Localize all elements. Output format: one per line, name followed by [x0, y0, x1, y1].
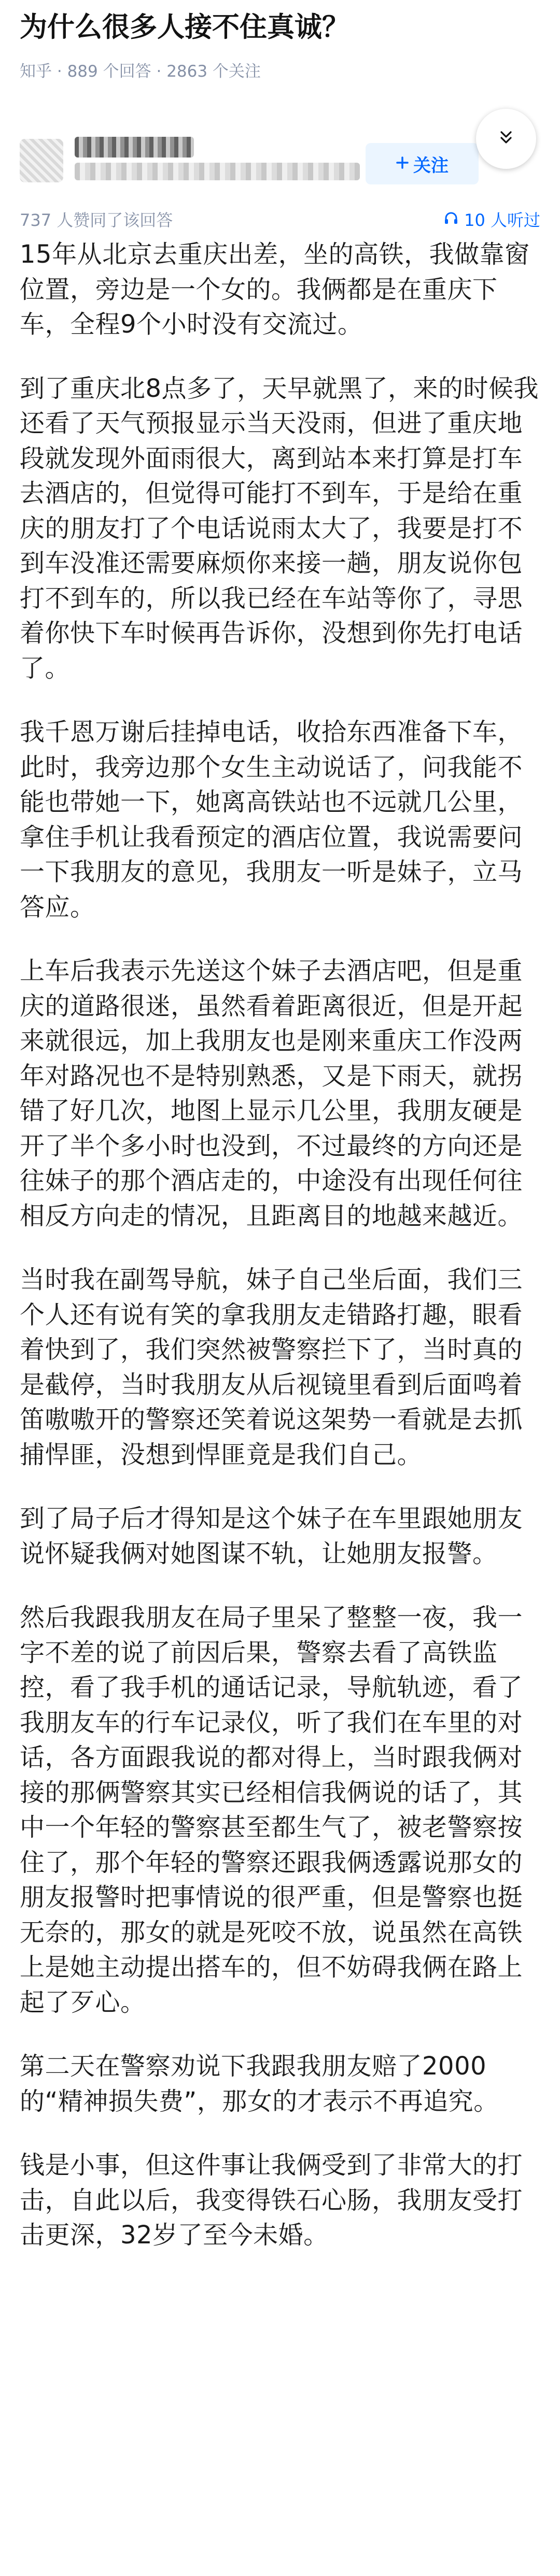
collapse-button[interactable] — [476, 109, 536, 169]
avatar[interactable] — [20, 139, 63, 182]
answer-paragraph: 到了重庆北8点多了，天早就黑了，来的时候我还看了天气预报显示当天没雨，但进了重庆地段就发现外面雨很大，离到站本来打算是打车去酒店的，但觉得可能打不到车，于是给在重庆的朋友打了个电话说雨太大了，我要是打不到车没准还需要麻烦你来接一趟，朋友说你包打不到车的，所以我已经在车站等你了，寻思着你快下车时候再告诉你，没想到你先打电话了。 — [20, 374, 539, 683]
followers-count: 2863 个关注 — [166, 62, 261, 81]
meta-separator: · — [57, 62, 67, 81]
answer-stats-row — [0, 207, 560, 233]
author-bio-blurred — [75, 163, 360, 180]
answer-paragraph: 当时我在副驾导航，妹子自己坐后面，我们三个人还有说有笑的拿我朋友走错路打趣，眼看着快到了，我们突然被警察拦下了，当时真的是截停，当时我朋友从后视镜里看到后面鸣着笛嗷嗷开的警察还笑着说这架势一看就是去抓捕悍匪，没想到悍匪竟是我们自己。 — [20, 1265, 523, 1469]
meta-separator: · — [156, 62, 167, 81]
author-name-blurred[interactable] — [75, 137, 194, 158]
question-meta — [20, 58, 261, 81]
answer-paragraph: 钱是小事，但这件事让我俩受到了非常大的打击，自此以后，我变得铁石心肠，我朋友受打击更深，32岁了至今未婚。 — [20, 2151, 523, 2250]
double-chevron-down-icon — [497, 129, 515, 149]
headphones-icon — [443, 207, 459, 233]
listen-count: 10 人听过 — [464, 210, 540, 230]
answers-count[interactable]: 889 个回答 — [67, 62, 151, 81]
answer-paragraph: 第二天在警察劝说下我跟我朋友赔了2000的“精神损失费”，那女的才表示不再追究。 — [20, 2052, 499, 2116]
answer-paragraph: 然后我跟我朋友在局子里呆了整整一夜，我一字不差的说了前因后果，警察去看了高铁监控，看了我手机的通话记录，导航轨迹，看了我朋友车的行车记录仪，听了我们在车里的对话，各方面跟我说的都对得上，当时跟我俩对接的那俩警察其实已经相信我俩说的话了，其中一个年轻的警察甚至都生气了，被老警察按住了，那个年轻的警察还跟我俩透露说那女的朋友报警时把事情说的很严重，但是警察也挺无奈的，那女的就是死咬不放，说虽然在高铁上是她主动提出搭车的，但不妨碍我俩在路上起了歹心。 — [20, 1603, 523, 2017]
question-title[interactable]: 为什么很多人接不住真诚？ — [20, 11, 349, 43]
follow-label: 关注 — [413, 155, 449, 176]
upvote-count: 737 人赞同了该回答 — [20, 210, 173, 230]
plus-icon — [396, 153, 409, 174]
source-label: 知乎 — [20, 62, 52, 81]
answer-content — [20, 237, 540, 2282]
answer-paragraph: 我千恩万谢后挂掉电话，收拾东西准备下车，此时，我旁边那个女生主动说话了，问我能不能也带她一下，她离高铁站也不远就几公里，拿住手机让我看预定的酒店位置，我说需要问一下我朋友的意见，我朋友一听是妹子，立马答应。 — [20, 718, 523, 922]
listen-button[interactable] — [443, 207, 540, 233]
answer-paragraph: 15年从北京去重庆出差，坐的高铁，我做靠窗位置，旁边是一个女的。我俩都是在重庆下车，全程9个小时没有交流过。 — [20, 240, 530, 339]
follow-button[interactable] — [366, 143, 479, 184]
answer-paragraph: 到了局子后才得知是这个妹子在车里跟她朋友说怀疑我俩对她图谋不轨，让她朋友报警。 — [20, 1504, 523, 1568]
answer-paragraph: 上车后我表示先送这个妹子去酒店吧，但是重庆的道路很迷，虽然看着距离很近，但是开起来就很远，加上我朋友也是刚来重庆工作没两年对路况也不是特别熟悉，又是下雨天，就拐错了好几次，地图上显示几公里，我朋友硬是开了半个多小时也没到，不过最终的方向还是往妹子的那个酒店走的，中途没有出现任何往相反方向走的情况，且距离目的地越来越近。 — [20, 956, 523, 1230]
